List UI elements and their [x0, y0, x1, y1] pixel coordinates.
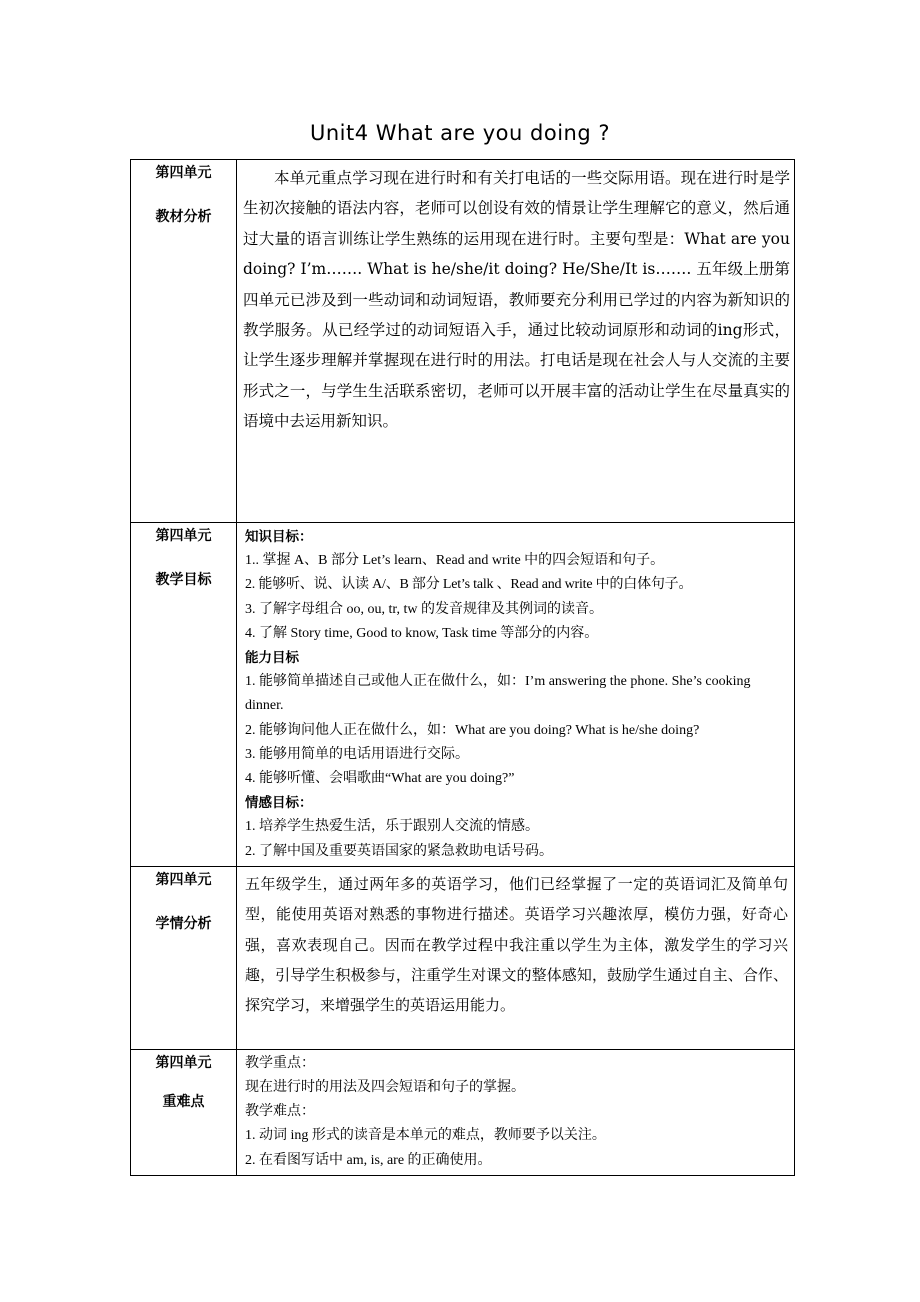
row-label-top: 第四单元 [155, 528, 212, 544]
row-label-bottom: 学情分析 [155, 915, 212, 932]
key-points-heading: 教学重点： [245, 1055, 315, 1071]
students-content-cell [237, 866, 795, 1049]
row-label-top: 第四单元 [155, 871, 212, 888]
row-label-bottom: 教学目标 [155, 572, 212, 588]
knowledge-goal-item: 3. 了解字母组合 oo, ou, tr, tw 的发音规律及其例词的读音。 [245, 601, 603, 617]
keypoints-content-cell [237, 1049, 795, 1175]
row-label-cell [131, 866, 237, 1049]
unit-plan-table [130, 159, 795, 1176]
emotion-goal-item: 2. 了解中国及重要英语国家的紧急救助电话号码。 [245, 843, 553, 859]
knowledge-goal-item: 4. 了解 Story time, Good to know, Task time 等部分的内容。 [245, 625, 599, 641]
row-label-bottom: 重难点 [162, 1093, 205, 1110]
row-label-cell [131, 160, 237, 523]
knowledge-goals-heading: 知识目标： [245, 529, 313, 545]
analysis-paragraph: 本单元重点学习现在进行时和有关打电话的一些交际用语。现在进行时是学生初次接触的语法内容，老师可以创设有效的情景让学生理解它的意义，然后通过大量的语言训练让学生熟练的运用现在进行时。主要句型是：What are you doing? I’m……. What is he/she/it doing? He/She/It is……. 五年级上册第四单元已涉及到一些动词和动词短语，教师要充分利用已学过的内容为新知识的教学服务。从已经学过的动词短语入手，通过比较动词原形和动词的ing形式，让学生逐步理解并掌握现在进行时的用法。打电话是现在社会人与人交流的主要形式之一，与学生生活联系密切，老师可以开展丰富的活动让学生在尽量真实的语境中去运用新知识。 [243, 169, 790, 431]
ability-goal-item: 3. 能够用简单的电话用语进行交际。 [245, 746, 469, 762]
table-row-keypoints [131, 1049, 795, 1175]
difficult-point-item: 2. 在看图写话中 am, is, are 的正确使用。 [245, 1152, 492, 1168]
knowledge-goal-item: 1.. 掌握 A、B 部分 Let’s learn、Read and write 中的四会短语和句子。 [245, 553, 665, 569]
analysis-content-cell [237, 160, 795, 523]
emotion-goal-item: 1. 培养学生热爱生活，乐于跟别人交流的情感。 [245, 819, 539, 835]
ability-goal-item: 2. 能够询问他人正在做什么，如：What are you doing? What is he/she doing? [245, 722, 700, 738]
students-paragraph: 五年级学生，通过两年多的英语学习，他们已经掌握了一定的英语词汇及简单句型，能使用英语对熟悉的事物进行描述。英语学习兴趣浓厚，模仿力强，好奇心强，喜欢表现自己。因而在教学过程中我注重以学生为主体，激发学生的学习兴趣，引导学生积极参与，注重学生对课文的整体感知，鼓励学生通过自主、合作、探究学习，来增强学生的英语运用能力。 [245, 874, 788, 1015]
table-row-students [131, 866, 795, 1049]
key-points-text: 现在进行时的用法及四会短语和句子的掌握。 [245, 1080, 525, 1096]
difficult-point-item: 1. 动词 ing 形式的读音是本单元的难点，教师要予以关注。 [245, 1128, 606, 1144]
document-title: Unit4 What are you doing ? [309, 121, 610, 145]
emotion-goals-heading: 情感目标： [245, 795, 313, 812]
ability-goal-item: 4. 能够听懂、会唱歌曲“What are you doing?” [245, 771, 515, 787]
ability-goals-heading: 能力目标 [245, 650, 299, 667]
goals-content-cell [237, 523, 795, 867]
table-row-analysis [131, 160, 795, 523]
row-label-cell [131, 523, 237, 867]
ability-goal-item: 1. 能够简单描述自己或他人正在做什么，如：I’m answering the phone. She’s cooking dinner. [245, 674, 751, 714]
difficult-points-heading: 教学难点： [245, 1104, 315, 1120]
row-label-top: 第四单元 [155, 165, 212, 181]
row-label-cell [131, 1049, 237, 1175]
table-row-goals [131, 523, 795, 867]
knowledge-goal-item: 2. 能够听、说、认读 A/、B 部分 Let’s talk 、Read and write 中的白体句子。 [245, 577, 693, 593]
row-label-top: 第四单元 [155, 1054, 212, 1071]
row-label-bottom: 教材分析 [155, 209, 212, 225]
